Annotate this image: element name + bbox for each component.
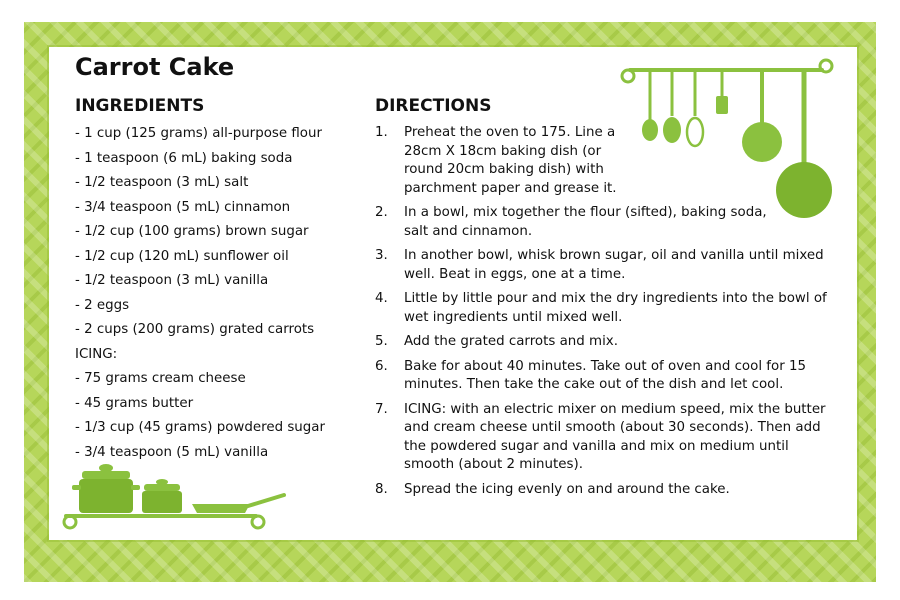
direction-step (375, 401, 835, 475)
direction-step (375, 358, 835, 395)
step-text: Little by little pour and mix the dry ingredients into the bowl of wet ingredients until mixed well. (404, 291, 827, 325)
hanging-utensils-icon (620, 56, 840, 231)
ingredient-item: - 45 grams butter (75, 395, 194, 411)
step-number: 2. (375, 205, 388, 220)
step-number: 3. (375, 248, 388, 263)
ingredient-item: - 75 grams cream cheese (75, 371, 246, 386)
ingredient-item: - 1/2 teaspoon (3 mL) vanilla (75, 273, 269, 288)
ingredients-heading: INGREDIENTS (75, 96, 205, 116)
ingredient-item: - 3/4 teaspoon (5 mL) cinnamon (75, 199, 291, 215)
direction-step (375, 247, 835, 284)
step-number: 1. (375, 125, 388, 140)
ingredient-item: - 1 cup (125 grams) all-purpose flour (75, 126, 322, 141)
ingredient-item: - 3/4 teaspoon (5 mL) vanilla (75, 444, 269, 460)
pots-shelf-icon (62, 455, 294, 530)
direction-step (375, 333, 835, 352)
ingredient-item: - 1/2 cup (120 mL) sunflower oil (75, 248, 289, 264)
step-text: ICING: with an electric mixer on medium speed, mix the butter and cream cheese until smooth (about 30 seconds). Then add the powdered sugar and vanilla and mix on medium until smooth (about 2 minutes). (404, 401, 826, 472)
step-number: 6. (375, 358, 388, 374)
step-number: 7. (375, 401, 388, 417)
step-text: In a bowl, mix together the flour (sifted), baking soda, salt and cinnamon. (404, 205, 767, 239)
step-number: 5. (375, 334, 388, 349)
ingredient-item: - 1/3 cup (45 grams) powdered sugar (75, 420, 325, 435)
step-text: In another bowl, whisk brown sugar, oil and vanilla until mixed well. Beat in eggs, one at a time. (404, 248, 824, 282)
ingredient-item: - 1/2 teaspoon (3 mL) salt (75, 175, 249, 190)
step-text: Add the grated carrots and mix. (404, 334, 618, 349)
ingredient-item: - 1/2 cup (100 grams) brown sugar (75, 224, 309, 239)
directions-heading: DIRECTIONS (375, 96, 492, 116)
step-text: Spread the icing evenly on and around the cake. (404, 481, 730, 497)
ingredient-item: - 2 cups (200 grams) grated carrots (75, 322, 315, 337)
direction-step (375, 290, 835, 327)
ingredients-list (75, 124, 365, 467)
step-number: 8. (375, 481, 388, 497)
recipe-title: Carrot Cake (75, 53, 235, 81)
step-text: Preheat the oven to 175. Line a 28cm X 18cm baking dish (or round 20cm baking dish) with parchment paper and grease it. (404, 125, 617, 196)
direction-step (375, 481, 835, 500)
ingredient-item: - 2 eggs (75, 297, 130, 313)
step-number: 4. (375, 291, 388, 306)
ingredient-item: - 1 teaspoon (6 mL) baking soda (75, 150, 293, 166)
icing-subheading: ICING: (75, 346, 118, 362)
step-text: Bake for about 40 minutes. Take out of oven and cool for 15 minutes. Then take the cake out of the dish and let cool. (404, 358, 807, 392)
